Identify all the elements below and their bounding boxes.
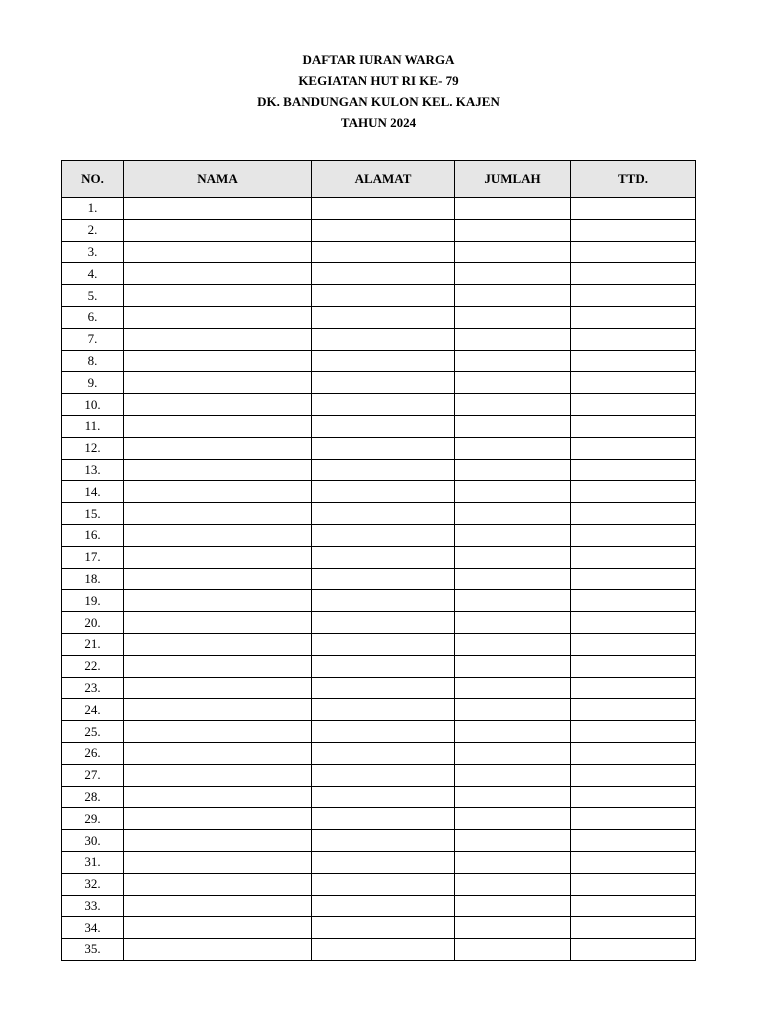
cell-nama	[124, 830, 312, 852]
cell-alamat	[312, 699, 455, 721]
cell-no: 14.	[62, 481, 124, 503]
cell-alamat	[312, 895, 455, 917]
cell-nama	[124, 503, 312, 525]
cell-jumlah	[455, 328, 571, 350]
cell-no: 29.	[62, 808, 124, 830]
column-header-ttd: TTD.	[571, 161, 696, 198]
table-body	[62, 198, 696, 961]
cell-alamat	[312, 524, 455, 546]
cell-no: 26.	[62, 742, 124, 764]
cell-jumlah	[455, 568, 571, 590]
cell-ttd	[571, 655, 696, 677]
cell-ttd	[571, 721, 696, 743]
table-row	[62, 721, 696, 743]
cell-nama	[124, 655, 312, 677]
cell-nama	[124, 481, 312, 503]
cell-nama	[124, 699, 312, 721]
cell-nama	[124, 873, 312, 895]
cell-jumlah	[455, 219, 571, 241]
table-row	[62, 415, 696, 437]
cell-nama	[124, 394, 312, 416]
cell-jumlah	[455, 285, 571, 307]
cell-jumlah	[455, 721, 571, 743]
cell-no: 16.	[62, 524, 124, 546]
table-row	[62, 546, 696, 568]
cell-ttd	[571, 263, 696, 285]
cell-ttd	[571, 372, 696, 394]
cell-nama	[124, 568, 312, 590]
cell-jumlah	[455, 481, 571, 503]
cell-ttd	[571, 503, 696, 525]
cell-jumlah	[455, 851, 571, 873]
table-row	[62, 306, 696, 328]
table-row	[62, 263, 696, 285]
cell-ttd	[571, 895, 696, 917]
table-row	[62, 481, 696, 503]
table-row	[62, 742, 696, 764]
cell-alamat	[312, 655, 455, 677]
cell-alamat	[312, 328, 455, 350]
cell-nama	[124, 677, 312, 699]
cell-nama	[124, 633, 312, 655]
cell-jumlah	[455, 198, 571, 220]
cell-no: 30.	[62, 830, 124, 852]
cell-alamat	[312, 437, 455, 459]
table-row	[62, 808, 696, 830]
cell-jumlah	[455, 939, 571, 961]
cell-alamat	[312, 198, 455, 220]
cell-ttd	[571, 808, 696, 830]
cell-alamat	[312, 459, 455, 481]
document-header	[0, 49, 757, 133]
cell-no: 31.	[62, 851, 124, 873]
cell-ttd	[571, 459, 696, 481]
cell-no: 9.	[62, 372, 124, 394]
cell-ttd	[571, 437, 696, 459]
cell-ttd	[571, 568, 696, 590]
cell-jumlah	[455, 546, 571, 568]
table-row	[62, 699, 696, 721]
cell-nama	[124, 786, 312, 808]
cell-ttd	[571, 219, 696, 241]
cell-no: 15.	[62, 503, 124, 525]
cell-nama	[124, 721, 312, 743]
cell-alamat	[312, 764, 455, 786]
cell-jumlah	[455, 503, 571, 525]
cell-no: 24.	[62, 699, 124, 721]
table-row	[62, 873, 696, 895]
cell-nama	[124, 808, 312, 830]
cell-nama	[124, 851, 312, 873]
cell-ttd	[571, 742, 696, 764]
cell-no: 3.	[62, 241, 124, 263]
cell-no: 17.	[62, 546, 124, 568]
table-row	[62, 633, 696, 655]
cell-alamat	[312, 917, 455, 939]
cell-no: 32.	[62, 873, 124, 895]
cell-ttd	[571, 633, 696, 655]
cell-no: 25.	[62, 721, 124, 743]
cell-no: 11.	[62, 415, 124, 437]
cell-alamat	[312, 633, 455, 655]
cell-ttd	[571, 241, 696, 263]
cell-jumlah	[455, 372, 571, 394]
table-row	[62, 328, 696, 350]
cell-nama	[124, 612, 312, 634]
cell-ttd	[571, 394, 696, 416]
cell-nama	[124, 350, 312, 372]
document-title: DAFTAR IURAN WARGA	[302, 52, 455, 67]
cell-alamat	[312, 830, 455, 852]
cell-alamat	[312, 285, 455, 307]
cell-no: 23.	[62, 677, 124, 699]
cell-no: 20.	[62, 612, 124, 634]
table-row	[62, 372, 696, 394]
cell-jumlah	[455, 742, 571, 764]
table-row	[62, 612, 696, 634]
cell-ttd	[571, 285, 696, 307]
table-row	[62, 830, 696, 852]
cell-alamat	[312, 808, 455, 830]
cell-nama	[124, 415, 312, 437]
column-header-jumlah: JUMLAH	[455, 161, 571, 198]
cell-ttd	[571, 939, 696, 961]
column-header-alamat: ALAMAT	[312, 161, 455, 198]
document-year: TAHUN 2024	[340, 115, 417, 130]
cell-alamat	[312, 415, 455, 437]
cell-no: 13.	[62, 459, 124, 481]
cell-jumlah	[455, 612, 571, 634]
cell-nama	[124, 306, 312, 328]
cell-no: 1.	[62, 198, 124, 220]
table-row	[62, 655, 696, 677]
cell-alamat	[312, 241, 455, 263]
table-row	[62, 677, 696, 699]
cell-jumlah	[455, 459, 571, 481]
cell-nama	[124, 241, 312, 263]
cell-jumlah	[455, 895, 571, 917]
cell-alamat	[312, 219, 455, 241]
cell-nama	[124, 524, 312, 546]
cell-alamat	[312, 568, 455, 590]
cell-nama	[124, 590, 312, 612]
cell-nama	[124, 917, 312, 939]
cell-no: 12.	[62, 437, 124, 459]
table-row	[62, 350, 696, 372]
table-row	[62, 459, 696, 481]
cell-nama	[124, 764, 312, 786]
cell-jumlah	[455, 590, 571, 612]
document-location: DK. BANDUNGAN KULON KEL. KAJEN	[257, 94, 500, 109]
cell-nama	[124, 328, 312, 350]
cell-no: 4.	[62, 263, 124, 285]
cell-alamat	[312, 350, 455, 372]
cell-no: 18.	[62, 568, 124, 590]
table-row	[62, 764, 696, 786]
cell-no: 19.	[62, 590, 124, 612]
cell-ttd	[571, 699, 696, 721]
table-row	[62, 198, 696, 220]
header-row	[62, 161, 696, 198]
cell-nama	[124, 285, 312, 307]
cell-alamat	[312, 612, 455, 634]
cell-jumlah	[455, 415, 571, 437]
document-subtitle: KEGIATAN HUT RI KE- 79	[298, 73, 459, 88]
cell-no: 21.	[62, 633, 124, 655]
cell-alamat	[312, 372, 455, 394]
cell-jumlah	[455, 241, 571, 263]
column-header-no: NO.	[62, 161, 124, 198]
cell-alamat	[312, 677, 455, 699]
cell-jumlah	[455, 524, 571, 546]
cell-ttd	[571, 328, 696, 350]
cell-nama	[124, 198, 312, 220]
cell-alamat	[312, 721, 455, 743]
cell-ttd	[571, 524, 696, 546]
cell-ttd	[571, 306, 696, 328]
cell-jumlah	[455, 764, 571, 786]
cell-ttd	[571, 612, 696, 634]
cell-ttd	[571, 350, 696, 372]
cell-no: 35.	[62, 939, 124, 961]
cell-jumlah	[455, 699, 571, 721]
cell-jumlah	[455, 306, 571, 328]
table-row	[62, 939, 696, 961]
cell-ttd	[571, 481, 696, 503]
cell-jumlah	[455, 830, 571, 852]
table-row	[62, 241, 696, 263]
table-row	[62, 851, 696, 873]
cell-alamat	[312, 306, 455, 328]
cell-jumlah	[455, 263, 571, 285]
cell-no: 7.	[62, 328, 124, 350]
cell-ttd	[571, 917, 696, 939]
cell-ttd	[571, 830, 696, 852]
cell-jumlah	[455, 394, 571, 416]
cell-ttd	[571, 851, 696, 873]
table-row	[62, 590, 696, 612]
cell-alamat	[312, 503, 455, 525]
cell-alamat	[312, 786, 455, 808]
cell-alamat	[312, 263, 455, 285]
table-row	[62, 568, 696, 590]
cell-alamat	[312, 939, 455, 961]
cell-ttd	[571, 590, 696, 612]
column-header-nama: NAMA	[124, 161, 312, 198]
cell-ttd	[571, 786, 696, 808]
cell-jumlah	[455, 437, 571, 459]
cell-jumlah	[455, 873, 571, 895]
table-row	[62, 437, 696, 459]
cell-nama	[124, 895, 312, 917]
table-header	[62, 161, 696, 198]
cell-no: 33.	[62, 895, 124, 917]
cell-nama	[124, 459, 312, 481]
cell-ttd	[571, 677, 696, 699]
cell-no: 27.	[62, 764, 124, 786]
cell-alamat	[312, 851, 455, 873]
cell-jumlah	[455, 655, 571, 677]
cell-alamat	[312, 481, 455, 503]
table-row	[62, 219, 696, 241]
cell-alamat	[312, 742, 455, 764]
table-row	[62, 895, 696, 917]
cell-jumlah	[455, 808, 571, 830]
cell-no: 8.	[62, 350, 124, 372]
cell-no: 34.	[62, 917, 124, 939]
cell-nama	[124, 372, 312, 394]
cell-ttd	[571, 198, 696, 220]
cell-alamat	[312, 394, 455, 416]
cell-nama	[124, 546, 312, 568]
table-row	[62, 394, 696, 416]
cell-jumlah	[455, 633, 571, 655]
cell-alamat	[312, 590, 455, 612]
cell-no: 5.	[62, 285, 124, 307]
cell-jumlah	[455, 917, 571, 939]
contribution-table	[61, 160, 696, 961]
table-row	[62, 786, 696, 808]
cell-jumlah	[455, 350, 571, 372]
cell-ttd	[571, 764, 696, 786]
cell-alamat	[312, 873, 455, 895]
cell-nama	[124, 437, 312, 459]
cell-no: 6.	[62, 306, 124, 328]
cell-ttd	[571, 415, 696, 437]
cell-ttd	[571, 546, 696, 568]
cell-no: 22.	[62, 655, 124, 677]
cell-ttd	[571, 873, 696, 895]
cell-no: 2.	[62, 219, 124, 241]
cell-no: 28.	[62, 786, 124, 808]
cell-nama	[124, 219, 312, 241]
table-row	[62, 917, 696, 939]
table-row	[62, 285, 696, 307]
table-row	[62, 524, 696, 546]
cell-nama	[124, 263, 312, 285]
cell-jumlah	[455, 677, 571, 699]
cell-nama	[124, 742, 312, 764]
cell-no: 10.	[62, 394, 124, 416]
table-row	[62, 503, 696, 525]
cell-jumlah	[455, 786, 571, 808]
cell-alamat	[312, 546, 455, 568]
cell-nama	[124, 939, 312, 961]
